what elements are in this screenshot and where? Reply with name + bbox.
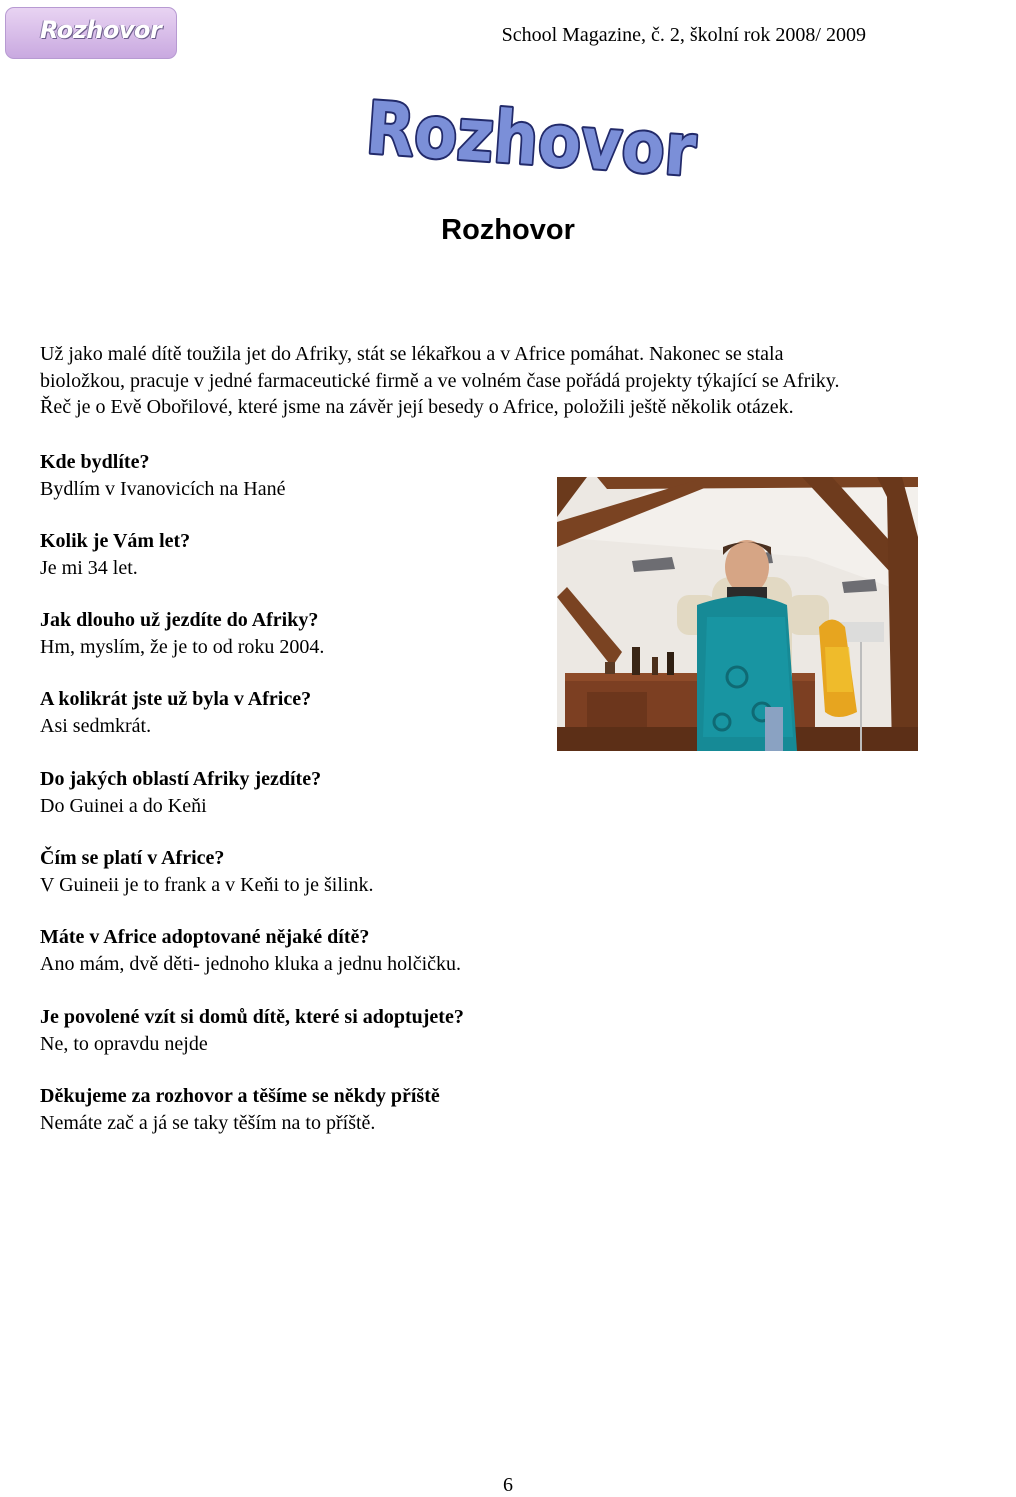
answer: Hm, myslím, že je to od roku 2004.	[40, 635, 325, 658]
question: A kolikrát jste už byla v Africe?	[40, 688, 312, 710]
magazine-header: School Magazine, č. 2, školní rok 2008/ 2009	[501, 24, 866, 46]
qa-item	[40, 845, 373, 898]
qa-item	[40, 1083, 440, 1136]
logo-text: Rozhovor	[363, 85, 748, 196]
question: Do jakých oblastí Afriky jezdíte?	[40, 768, 322, 790]
qa-item	[40, 686, 311, 739]
answer: Nemáte zač a já se taky těším na to příště.	[40, 1111, 376, 1134]
question: Děkujeme za rozhovor a těšíme se někdy příště	[40, 1085, 440, 1107]
article-intro	[40, 341, 940, 421]
answer: V Guineii je to frank a v Keňi to je šilink.	[40, 873, 374, 896]
section-badge	[5, 7, 177, 59]
answer: Je mi 34 let.	[40, 556, 138, 579]
qa-item	[40, 449, 286, 502]
article-title: Rozhovor	[441, 214, 575, 246]
question: Kde bydlíte?	[40, 451, 150, 473]
intro-line: Už jako malé dítě toužila jet do Afriky, stát se lékařkou a v Africe pomáhat. Nakonec se stala	[40, 343, 784, 365]
answer: Do Guinei a do Keňi	[40, 794, 207, 817]
question: Jak dlouho už jezdíte do Afriky?	[40, 609, 319, 631]
page-number: 6	[503, 1474, 513, 1496]
section-badge-label: Rozhovor	[40, 16, 162, 44]
answer: Ano mám, dvě děti- jednoho kluka a jednu holčičku.	[40, 952, 462, 975]
qa-item	[40, 766, 321, 819]
intro-line: bioložkou, pracuje v jedné farmaceutické firmě a ve volném čase pořádá projekty týkající se Afriky.	[40, 369, 840, 392]
question: Je povolené vzít si domů dítě, které si adoptujete?	[40, 1006, 464, 1028]
qa-item	[40, 924, 461, 977]
question: Kolik je Vám let?	[40, 530, 191, 552]
qa-item	[40, 1004, 464, 1057]
intro-line: Řeč je o Evě Obořilové, které jsme na závěr její besedy o Africe, položili ještě několik otázek.	[40, 396, 794, 418]
question: Čím se platí v Africe?	[40, 847, 225, 869]
answer: Asi sedmkrát.	[40, 714, 152, 737]
qa-item	[40, 607, 324, 660]
qa-item	[40, 528, 190, 581]
question: Máte v Africe adoptované nějaké dítě?	[40, 926, 370, 948]
interview-photo	[557, 477, 918, 751]
answer: Ne, to opravdu nejde	[40, 1032, 208, 1055]
answer: Bydlím v Ivanovicích na Hané	[40, 477, 286, 500]
rozhovor-logo	[362, 85, 748, 196]
